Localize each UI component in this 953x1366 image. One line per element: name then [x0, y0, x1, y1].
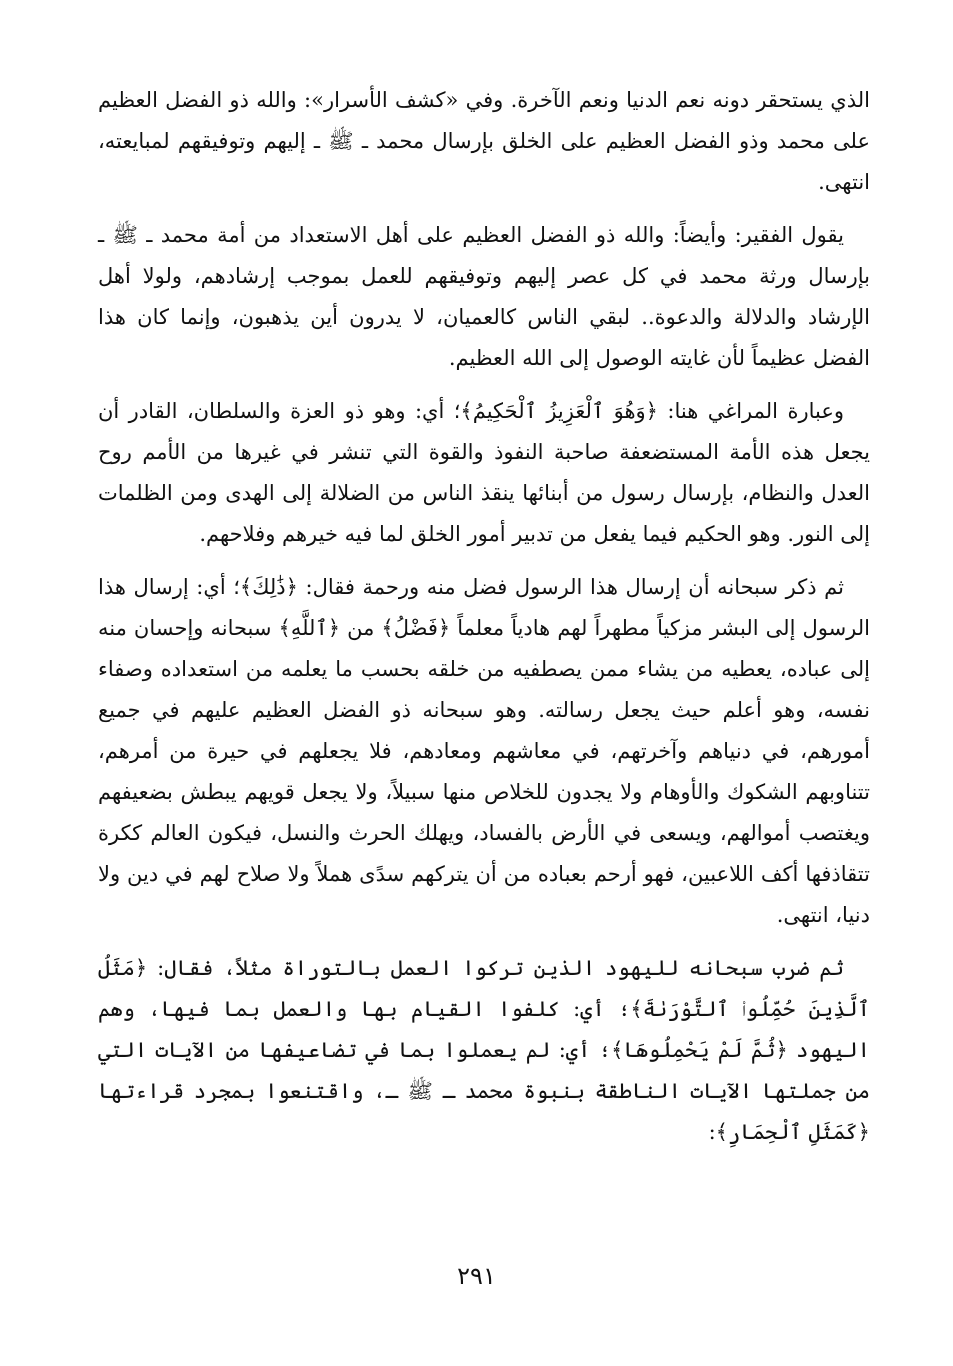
page-body: [98, 80, 870, 1165]
paragraph-1: الذي يستحقر دونه نعم الدنيا ونعم الآخرة. وفي «كشف الأسرار»: والله ذو الفضل العظيم على محمد وذو الفضل العظيم على الخلق بإرسال محمد ـ ﷺ ـ إليهم وتوفيقهم لمبايعته، انتهى.: [98, 88, 870, 194]
paragraph-2: يقول الفقير: وأيضاً: والله ذو الفضل العظيم على أهل الاستعداد من أمة محمد ـ ﷺ ـ بإرسال ورثة محمد في كل عصر إليهم وتوفيقهم للعمل بموجب إرشادهم، ولولا أهل الإرشاد والدلالة والدعوة.. لبقي الناس كالعميان، لا يدرون أين يذهبون، وإنما كان هذا الفضل عظيماً لأن غايته الوصول إلى الله العظيم.: [98, 223, 870, 370]
paragraph-5: ثم ضرب سبحانه لليهود الذين تركوا العمل بالتوراة مثلاً، فقال: ﴿مَثَلُ ٱلَّذِينَ حُمِّلُوا۟ ٱلتَّوْرَىٰةَ﴾؛ أي: كلفوا القيام بها والعمل بما فيها، وهم اليهود ﴿ثُمَّ لَمْ يَحْمِلُوهَا﴾؛ أي: لم يعملوا بما في تضاعيفها من الآيات التي من جملتها الآيات الناطقة بنبوة محمد ـ ﷺ ـ، واقتنعوا بمجرد قراءتها ﴿كَمَثَلِ ٱلْحِمَارِ﴾:: [98, 956, 870, 1144]
paragraph-3: وعبارة المراغي هنا: ﴿وَهُوَ ٱلْعَزِيزُ ٱلْحَكِيمُ﴾؛ أي: وهو ذو العزة والسلطان، القادر أن يجعل هذه الأمة المستضعفة صاحبة النفوذ والقوة التي تنشر في غيرها من الأمم روح العدل والنظام، بإرسال رسول من أبنائها ينقذ الناس من الضلالة إلى الهدى ومن الظلمات إلى النور. وهو الحكيم فيما يفعل من تدبير أمور الخلق لما فيه خيرهم وفلاحهم.: [98, 399, 870, 546]
paragraph-4: ثم ذكر سبحانه أن إرسال هذا الرسول فضل منه ورحمة فقال: ﴿ذَٰلِكَ﴾؛ أي: إرسال هذا الرسول إلى البشر مزكياً مطهراً لهم هادياً معلماً ﴿فَضْلُ﴾ من ﴿ٱللَّهِ﴾ سبحانه وإحسان منه إلى عباده، يعطيه من يشاء ممن يصطفيه من خلقه بحسب ما يعلمه من استعداده وصفاء نفسه، وهو أعلم حيث يجعل رسالته. وهو سبحانه ذو الفضل العظيم عليهم في جميع أمورهم، في دنياهم وآخرتهم، في معاشهم ومعادهم، فلا يجعلهم في حيرة من أمرهم، تتناوبهم الشكوك والأوهام ولا يجدون للخلاص منها سبيلاً، ولا يجعل قويهم يبطش بضعيفهم ويغتصب أموالهم، ويسعى في الأرض بالفساد، ويهلك الحرث والنسل، فيكون العالم ككرة تتقاذفها أكف اللاعبين، فهو أرحم بعباده من أن يتركهم سدًى هملاً ولا صلاح لهم في دين ولا دنيا، انتهى.: [98, 575, 870, 927]
page-number: ٢٩١: [457, 1262, 496, 1290]
